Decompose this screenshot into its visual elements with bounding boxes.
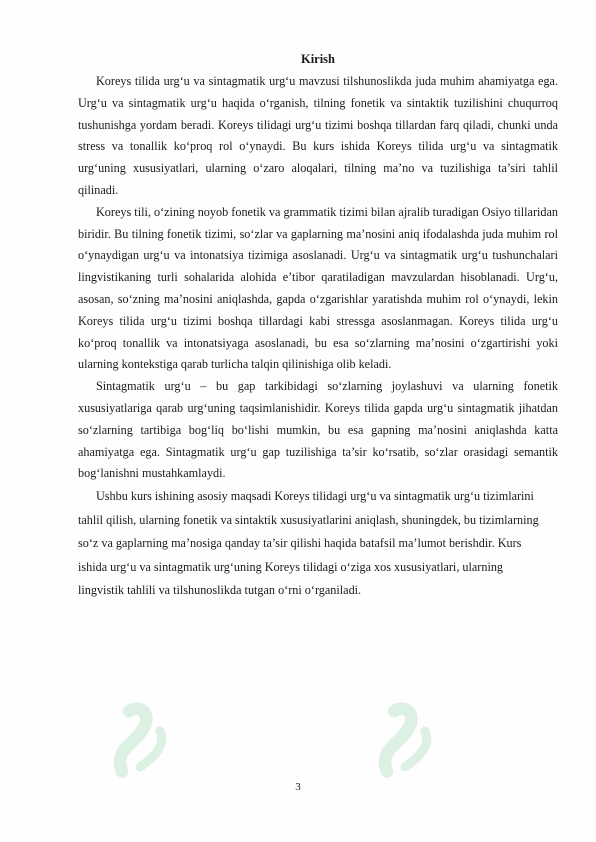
paragraph-2: Koreys tili, o‘zining noyob fonetik va grammatik tizimi bilan ajralib turadigan Osiyo tillaridan biridir. Bu tilning fonetik tizimi, so‘zlar va gaplarning ma’nosini aniq ifodalashda juda muhim rol o‘ynaydigan urg‘u va intonatsiya tizimiga asoslanadi. Urg‘u va sintagmatik urg‘u tushunchalari lingvistikaning turli sohalarida alohida e’tibor qaratiladigan mavzulardan hisoblanadi. Urg‘u, asosan, so‘zning ma’nosini aniqlashda, gapda o‘zgarishlar yaratishda muhim rol o‘ynaydi, lekin Koreys tilida urg‘u tizimi boshqa tillardagi kabi stressga asoslanmagan. Koreys tilida urg‘u ko‘proq tonallik va intonatsiyaga asoslanadi, bu esa so‘zlarning ma’nosini o‘zgartirishi yoki ularning kontekstiga qarab turlicha talqin qilinishiga olib keladi. xyxy=(78,204,558,372)
section-title: Kirish xyxy=(300,52,336,66)
document-body xyxy=(78,50,558,603)
paragraph-3: Sintagmatik urg‘u – bu gap tarkibidagi so‘zlarning joylashuvi va ularning fonetik xususiyatlariga qarab urg‘uning taqsimlanishidir. Koreys tilida gapda urg‘u sintagmatik jihatdan so‘zlarning tartibiga bog‘liq bo‘lishi mumkin, bu esa gapning ma’nosini aniqlashda katta ahamiyatga ega. Sintagmatik urg‘u gap tuzilishiga ta’sir ko‘rsatib, so‘zlar orasidagi semantik bog‘lanishni mustahkamlaydi. xyxy=(78,379,558,481)
paragraph-1: Koreys tilida urg‘u va sintagmatik urg‘u mavzusi tilshunoslikda juda muhim ahamiyatga ega. Urg‘u va sintagmatik urg‘u haqida o‘rganish, tilning fonetik va sintaktik tuzilishini chuqurroq tushunishga yordam beradi. Koreys tilidagi urg‘u tizimi boshqa tillardan farq qiladi, chunki unda stress va tonallik ko‘proq rol o‘ynaydi. Bu kurs ishida Koreys tilida urg‘u va sintagmatik urg‘uning xususiyatlari, ularning o‘zaro aloqalari, tilning ma’no va tuzilishiga ta’siri tahlil qilinadi. xyxy=(78,74,558,197)
logo-watermark-icon xyxy=(360,695,450,785)
paragraph-4: Ushbu kurs ishining asosiy maqsadi Koreys tilidagi urg‘u va sintagmatik urg‘u tizimlarini tahlil qilish, ularning fonetik va sintaktik xususiyatlarini aniqlash, shuningdek, bu tizimlarning so‘z va gaplarning ma’nosiga qanday ta’sir qilishi haqida batafsil ma’lumot berishdir. Kurs ishida urg‘u va sintagmatik urg‘uning Koreys tilidagi o‘ziga xos xususiyatlari, ularning lingvistik tahlili va tilshunoslikda tutgan o‘rni o‘rganiladi. xyxy=(78,489,539,598)
logo-watermark-icon xyxy=(95,695,185,785)
page-number: 3 xyxy=(295,781,301,793)
